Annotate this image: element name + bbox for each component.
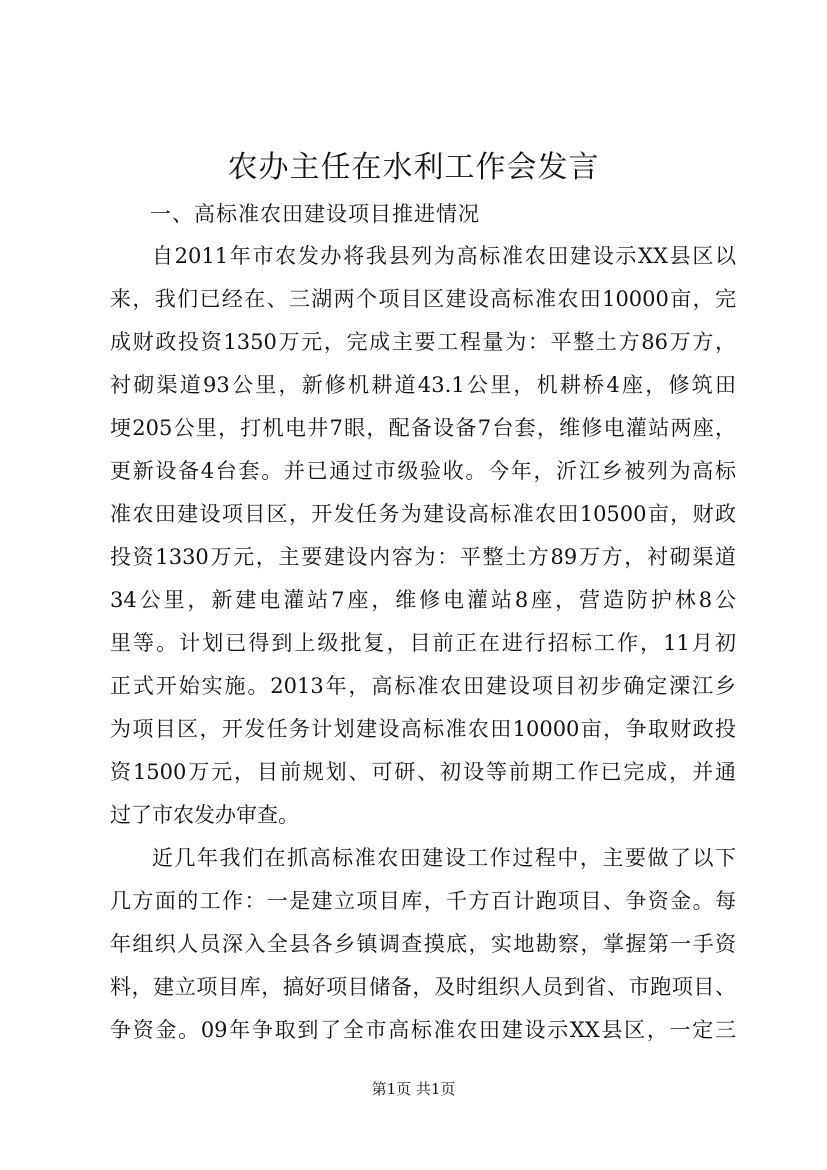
paragraph-line: 埂205公里，打机电井7眼，配备设备7台套，维修电灌站两座，: [110, 416, 736, 440]
paragraph-line: 里等。计划已得到上级批复，目前正在进行招标工作，11月初: [110, 631, 736, 655]
paragraph-line: 年组织人员深入全县各乡镇调查摸底，实地勘察，掌握第一手资: [110, 932, 736, 956]
document-title: 农办主任在水利工作会发言: [227, 150, 600, 185]
paragraph-line: 资1500万元，目前规划、可研、初设等前期工作已完成，并通: [110, 760, 736, 784]
section-heading: 一、高标准农田建设项目推进情况: [150, 202, 480, 226]
paragraph-line: 衬砌渠道93公里，新修机耕道43.1公里，机耕桥4座，修筑田: [110, 373, 736, 397]
paragraph-line: 准农田建设项目区，开发任务为建设高标准农田10500亩，财政: [110, 502, 736, 526]
paragraph-line: 34公里，新建电灌站7座，维修电灌站8座，营造防护林8公: [110, 588, 736, 612]
paragraph-line: 自2011年市农发办将我县列为高标准农田建设示XX县区以: [152, 244, 736, 268]
paragraph-line: 成财政投资1350万元，完成主要工程量为：平整土方86万方，: [110, 330, 736, 354]
paragraph-line: 几方面的工作：一是建立项目库，千方百计跑项目、争资金。每: [110, 889, 736, 913]
paragraph-line: 投资1330万元，主要建设内容为：平整土方89万方，衬砌渠道: [110, 545, 736, 569]
paragraph-line: 过了市农发办审查。: [110, 803, 299, 827]
paragraph-line: 正式开始实施。2013年，高标准农田建设项目初步确定溧江乡: [110, 674, 736, 698]
paragraph-line: 近几年我们在抓高标准农田建设工作过程中，主要做了以下: [152, 846, 736, 870]
paragraph-line: 料，建立项目库，搞好项目储备，及时组织人员到省、市跑项目、: [110, 975, 736, 999]
paragraph-line: 为项目区，开发任务计划建设高标准农田10000亩，争取财政投: [110, 717, 736, 741]
paragraph-line: 争资金。09年争取到了全市高标准农田建设示XX县区，一定三: [110, 1018, 736, 1042]
paragraph-line: 更新设备4台套。并已通过市级验收。今年，沂江乡被列为高标: [110, 459, 736, 483]
page-footer: 第1页 共1页: [371, 1080, 456, 1098]
paragraph-line: 来，我们已经在、三湖两个项目区建设高标准农田10000亩，完: [110, 287, 736, 311]
